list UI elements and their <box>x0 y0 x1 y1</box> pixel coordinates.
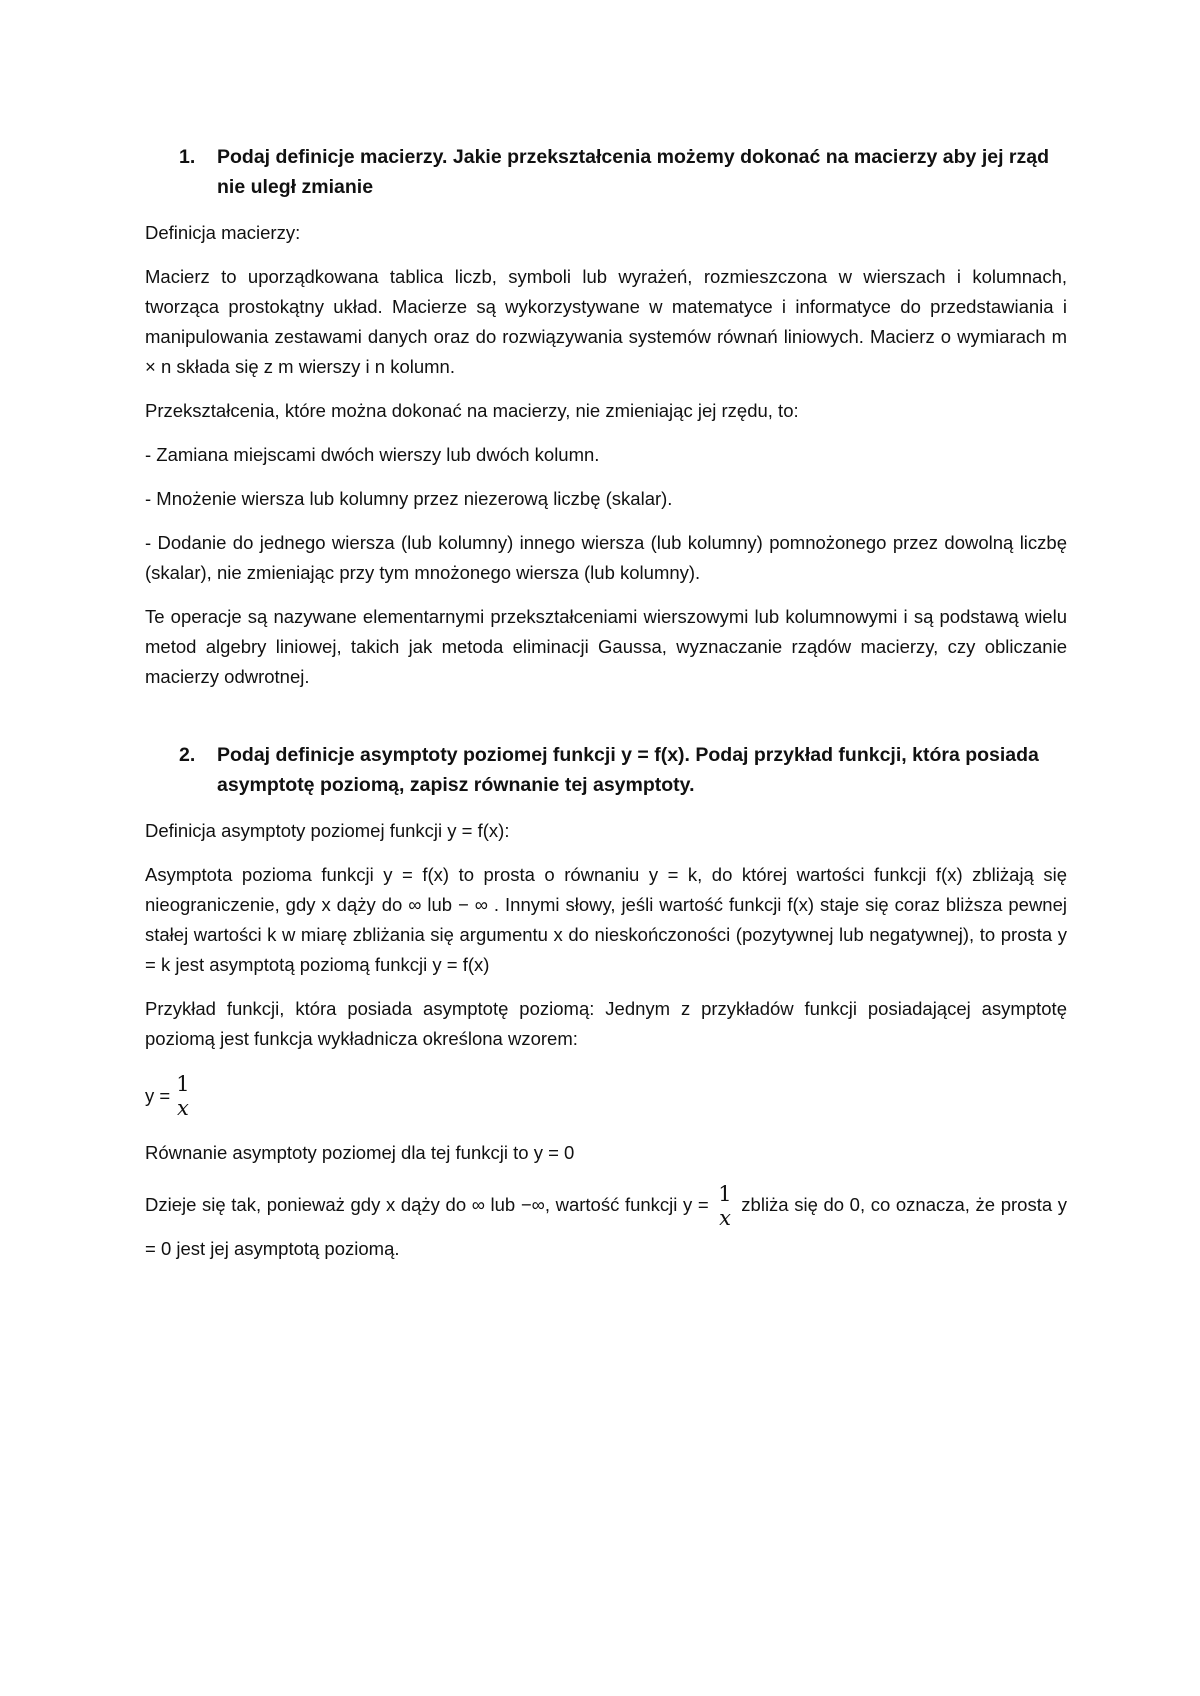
question-1-number: 1. <box>179 146 196 168</box>
matrix-definition-text: Macierz to uporządkowana tablica liczb, symboli lub wyrażeń, rozmieszczona w wierszach i kolumnach, tworząca prostokątny układ. Macierze są wykorzystywane w matematyce i informatyce do przedstawiania i manipulowania zestawami danych oraz do rozwiązywania systemów równań liniowych. Macierz o wymiarach m × n składa się z m wierszy i n kolumn. <box>145 266 1067 377</box>
asymptote-reason-text <box>145 1182 1067 1268</box>
transform-item-scale: - Mnożenie wiersza lub kolumny przez niezerową liczbę (skalar). <box>145 488 673 509</box>
formula-numerator: 1 <box>176 1072 190 1096</box>
reason-denominator: x <box>719 1206 731 1230</box>
reason-start: Dzieje się tak, ponieważ gdy x dąży do ∞ lub −∞, wartość funkcji y = <box>145 1193 709 1215</box>
asymptote-definition-heading: Definicja asymptoty poziomej funkcji y = f(x): <box>145 820 510 841</box>
transform-item-add: - Dodanie do jednego wiersza (lub kolumny) innego wiersza (lub kolumny) pomnożonego przez dowolną liczbę (skalar), nie zmieniając przy tym mnożonego wiersza (lub kolumny). <box>145 532 1067 583</box>
question-2-title: Podaj definicje asymptoty poziomej funkcji y = f(x). Podaj przykład funkcji, która posiada asymptotę poziomą, zapisz równanie tej asymptoty. <box>217 744 1039 796</box>
formula-lhs: y = <box>145 1085 171 1106</box>
question-2-number: 2. <box>179 744 196 766</box>
transform-item-swap: - Zamiana miejscami dwóch wierszy lub dwóch kolumn. <box>145 444 600 465</box>
question-1-title: Podaj definicje macierzy. Jakie przekształcenia możemy dokonać na macierzy aby jej rząd nie uległ zmianie <box>217 146 1050 198</box>
formula-fraction <box>176 1072 189 1120</box>
reason-end: zbliża się do 0, co oznacza, że prosta y = 0 jest jej asymptotą poziomą. <box>145 1193 1067 1259</box>
reason-numerator: 1 <box>718 1182 732 1206</box>
rank-transforms-intro: Przekształcenia, które można dokonać na macierzy, nie zmieniając jej rzędu, to: <box>145 400 799 421</box>
example-formula <box>145 1068 1067 1124</box>
asymptote-example-text: Przykład funkcji, która posiada asymptotę poziomą: Jednym z przykładów funkcji posiadającej asymptotę poziomą jest funkcja wykładnicza określona wzorem: <box>145 998 1067 1049</box>
matrix-definition-heading: Definicja macierzy: <box>145 222 301 243</box>
transforms-summary: Te operacje są nazywane elementarnymi przekształceniami wierszowymi lub kolumnowymi i są podstawą wielu metod algebry liniowej, takich jak metoda eliminacji Gaussa, wyznaczanie rządów macierzy, czy obliczanie macierzy odwrotnej. <box>145 606 1067 687</box>
formula-denominator: x <box>176 1096 189 1120</box>
asymptote-definition-text: Asymptota pozioma funkcji y = f(x) to prosta o równaniu y = k, do której wartości funkcji f(x) zbliżają się nieograniczenie, gdy x dąży do ∞ lub − ∞ . Innymi słowy, jeśli wartość funkcji f(x) staje się coraz bliższa pewnej stałej wartości k w miarę zbliżania się argumentu x do nieskończoności (pozytywnej lub negatywnej), to prosta y = k jest asymptotą poziomą funkcji y = f(x) <box>145 864 1067 975</box>
asymptote-equation-text: Równanie asymptoty poziomej dla tej funkcji to y = 0 <box>145 1142 575 1163</box>
question-1-heading <box>145 142 1067 202</box>
reason-fraction <box>718 1182 731 1230</box>
question-2-heading <box>145 740 1067 800</box>
document-content <box>145 142 1067 1268</box>
